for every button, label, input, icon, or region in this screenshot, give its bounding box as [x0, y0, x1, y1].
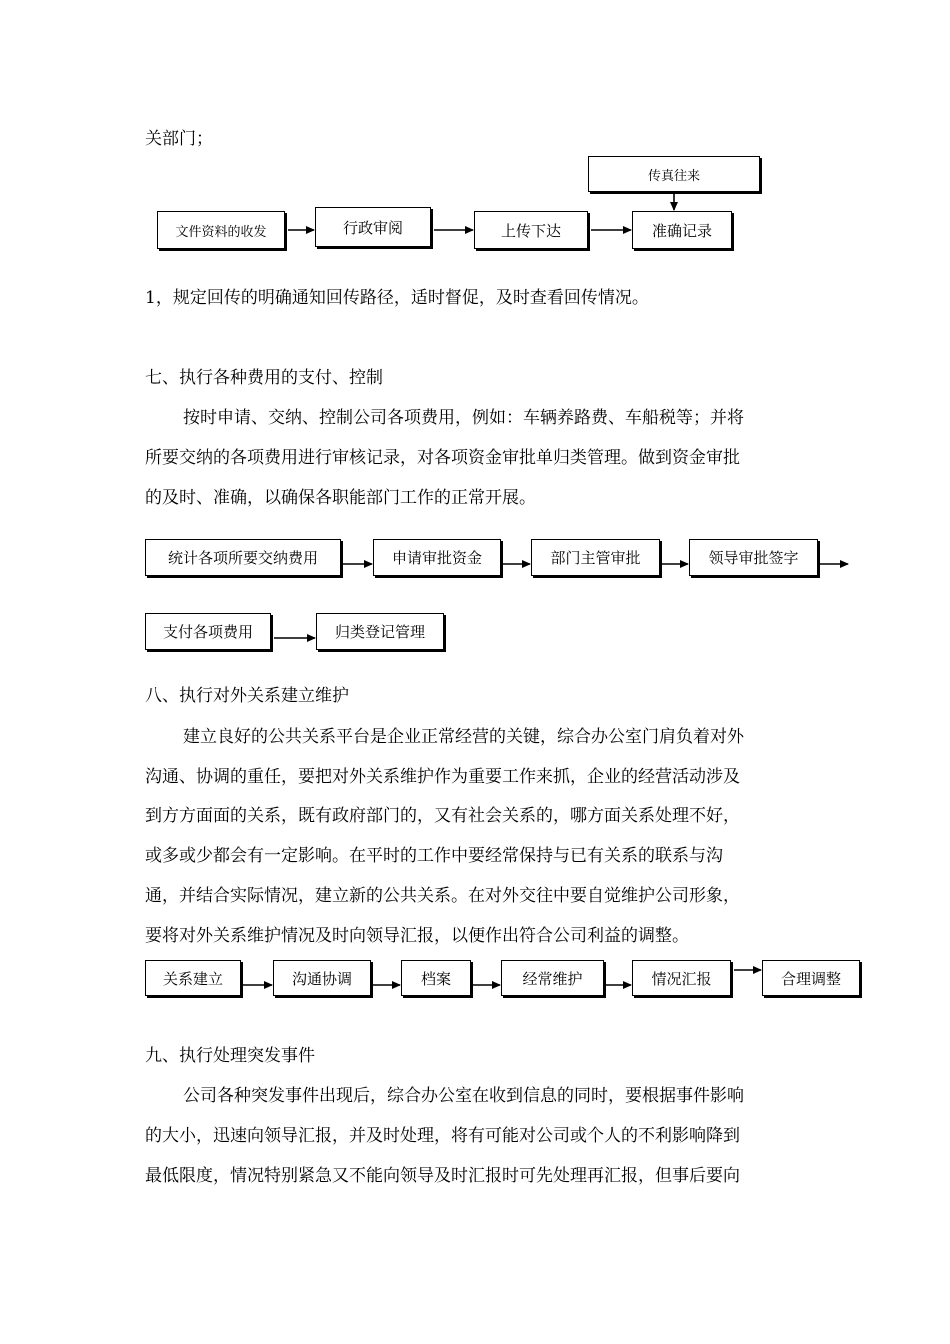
flow-box-label: 档案 [420, 969, 451, 988]
paragraph-line: 的大小，迅速向领导汇报，并及时处理，将有可能对公司或个人的不利影响降到 [145, 1126, 740, 1146]
flow-box-label: 文件资料的收发 [175, 224, 267, 240]
paragraph-line: 按时申请、交纳、控制公司各项费用，例如：车辆养路费、车船税等；并将 [183, 408, 744, 428]
flow-box-label: 准确记录 [651, 221, 712, 240]
paragraph-line: 建立良好的公共关系平台是企业正常经营的关键，综合办公室门肩负着对外 [183, 727, 744, 747]
flow-box-label: 归类登记管理 [334, 623, 425, 641]
flow-box-adjustment [762, 960, 860, 996]
paragraph-line: 公司各种突发事件出现后，综合办公室在收到信息的同时，要根据事件影响 [183, 1086, 744, 1106]
paragraph-line: 的及时、准确，以确保各职能部门工作的正常开展。 [145, 488, 536, 508]
flow-box-pay-fees [145, 613, 271, 650]
flow-box-fax [588, 156, 760, 192]
flow-box-label: 领导审批签字 [708, 549, 799, 567]
paragraph-line: 通，并结合实际情况，建立新的公共关系。在对外交往中要自觉维护公司形象， [145, 886, 740, 906]
flow-box-label: 合理调整 [780, 969, 841, 988]
paragraph-line: 沟通、协调的重任，要把对外关系维护作为重要工作来抓，企业的经营活动涉及 [145, 767, 740, 787]
flow-box-label: 上传下达 [500, 221, 561, 240]
flow-box-label: 行政审阅 [342, 218, 403, 237]
flow-box-fee-statistics [145, 539, 341, 576]
flow-box-label: 支付各项费用 [162, 623, 253, 641]
text-line: 1，规定回传的明确通知回传路径，适时督促，及时查看回传情况。 [145, 288, 649, 308]
flow-box-record [632, 211, 732, 249]
paragraph-line: 最低限度，情况特别紧急又不能向领导及时汇报时可先处理再汇报，但事后要向 [145, 1166, 740, 1186]
flow-box-filing [316, 613, 444, 650]
section-heading: 九、执行处理突发事件 [145, 1046, 315, 1066]
flow-box-manager-approval [531, 539, 660, 576]
flow-box-document-handling [157, 211, 285, 249]
flow-box-label: 统计各项所要交纳费用 [167, 549, 318, 567]
flow-box-label: 沟通协调 [291, 969, 352, 988]
section-heading: 七、执行各种费用的支付、控制 [145, 368, 383, 388]
flow-box-label: 关系建立 [162, 969, 223, 988]
paragraph-line: 要将对外关系维护情况及时向领导汇报，以便作出符合公司利益的调整。 [145, 926, 689, 946]
paragraph-line: 所要交纳的各项费用进行审核记录，对各项资金审批单归类管理。做到资金审批 [145, 448, 740, 468]
flow-box-label: 申请审批资金 [391, 549, 482, 567]
paragraph-line: 到方方面面的关系，既有政府部门的，又有社会关系的，哪方面关系处理不好， [145, 806, 740, 826]
flow-box-admin-review [315, 207, 431, 247]
section-heading: 八、执行对外关系建立维护 [145, 686, 349, 706]
flow-box-fund-application [373, 539, 501, 576]
flow-box-label: 部门主管审批 [550, 549, 641, 567]
flow-box-maintenance [501, 960, 604, 996]
flow-box-relationship-build [145, 960, 241, 996]
flow-box-report [632, 960, 731, 996]
text-line: 关部门； [145, 129, 213, 149]
flow-box-archive [401, 960, 471, 996]
flow-box-label: 传真往来 [647, 168, 700, 184]
flow-box-leader-signature [689, 539, 818, 576]
flow-box-label: 情况汇报 [651, 969, 712, 988]
flow-box-label: 经常维护 [522, 969, 583, 988]
flow-box-relay [474, 211, 588, 249]
flow-box-communication [273, 960, 371, 996]
paragraph-line: 或多或少都会有一定影响。在平时的工作中要经常保持与已有关系的联系与沟 [145, 846, 723, 866]
